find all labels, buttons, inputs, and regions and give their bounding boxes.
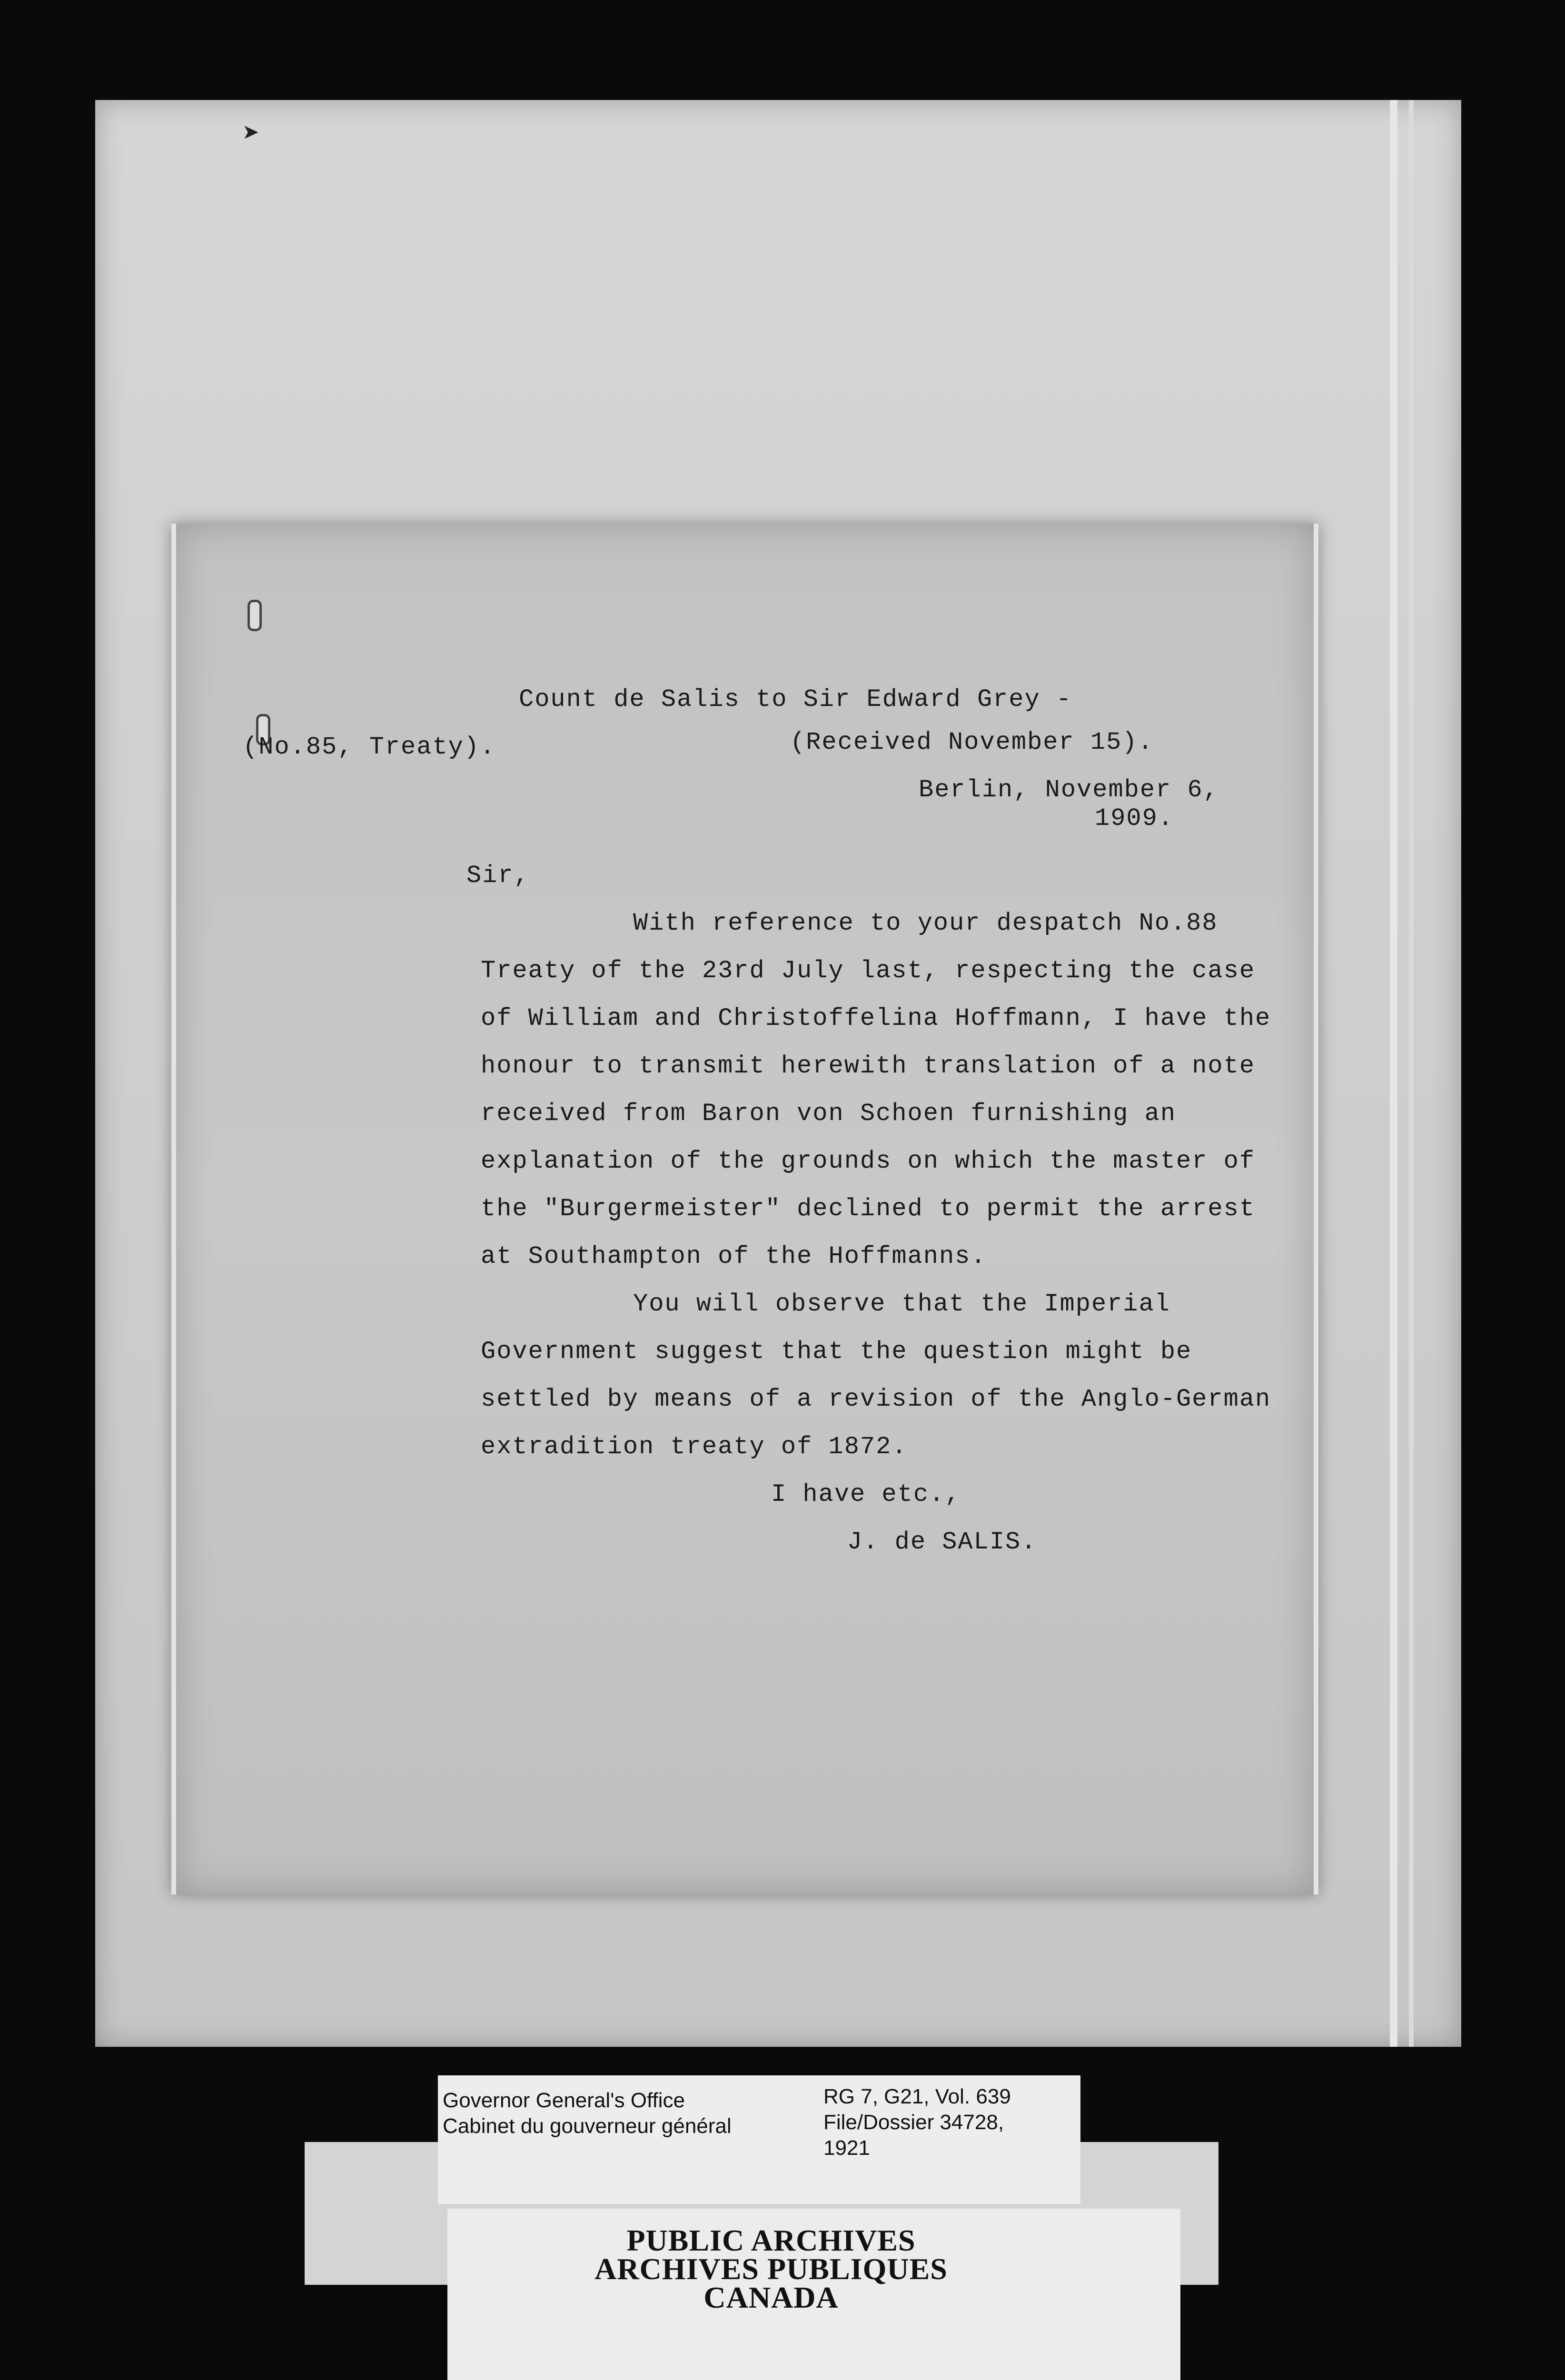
body-line: the "Burgermeister" declined to permit the arrest bbox=[481, 1195, 1256, 1223]
body-line: settled by means of a revision of the Anglo-German bbox=[481, 1385, 1271, 1413]
stamp-line-1: PUBLIC ARCHIVES bbox=[626, 2223, 916, 2257]
salutation: Sir, bbox=[466, 862, 530, 890]
archive-file: File/Dossier 34728, bbox=[823, 2111, 1004, 2134]
body-line: explanation of the grounds on which the master of bbox=[481, 1147, 1256, 1175]
body-line: at Southampton of the Hoffmanns. bbox=[481, 1242, 987, 1270]
letter-sheet bbox=[171, 524, 1318, 1894]
letter-reference: (No.85, Treaty). bbox=[243, 733, 496, 761]
received-date: (Received November 15). bbox=[790, 728, 1154, 756]
board-edge bbox=[1409, 100, 1414, 2047]
body-line: received from Baron von Schoen furnishing an bbox=[481, 1100, 1177, 1128]
punch-hole bbox=[248, 600, 262, 631]
archive-year: 1921 bbox=[823, 2136, 870, 2160]
body-line: extradition treaty of 1872. bbox=[481, 1433, 908, 1461]
corner-mark: ➤ bbox=[243, 119, 260, 152]
board-edge bbox=[1390, 100, 1397, 2047]
stamp-line-2: ARCHIVES PUBLIQUES bbox=[594, 2252, 948, 2286]
body-line: honour to transmit herewith translation of a note bbox=[481, 1052, 1256, 1080]
letter-heading: Count de Salis to Sir Edward Grey - bbox=[519, 685, 1072, 714]
body-line: Treaty of the 23rd July last, respecting the case bbox=[481, 957, 1256, 985]
archive-label bbox=[438, 2075, 1080, 2204]
office-french: Cabinet du gouverneur général bbox=[443, 2114, 732, 2138]
stamp-line-3: CANADA bbox=[703, 2281, 839, 2314]
signature: J. de SALIS. bbox=[847, 1528, 1037, 1556]
closing: I have etc., bbox=[771, 1480, 961, 1508]
office-english: Governor General's Office bbox=[443, 2089, 685, 2112]
place-date: Berlin, November 6, bbox=[919, 776, 1219, 804]
letter-year: 1909. bbox=[1095, 804, 1174, 833]
body-line: With reference to your despatch No.88 bbox=[633, 909, 1218, 937]
archive-reference: RG 7, G21, Vol. 639 bbox=[823, 2085, 1011, 2108]
body-line: You will observe that the Imperial bbox=[633, 1290, 1170, 1318]
body-line: Government suggest that the question might be bbox=[481, 1338, 1192, 1366]
body-line: of William and Christoffelina Hoffmann, I have the bbox=[481, 1004, 1271, 1032]
